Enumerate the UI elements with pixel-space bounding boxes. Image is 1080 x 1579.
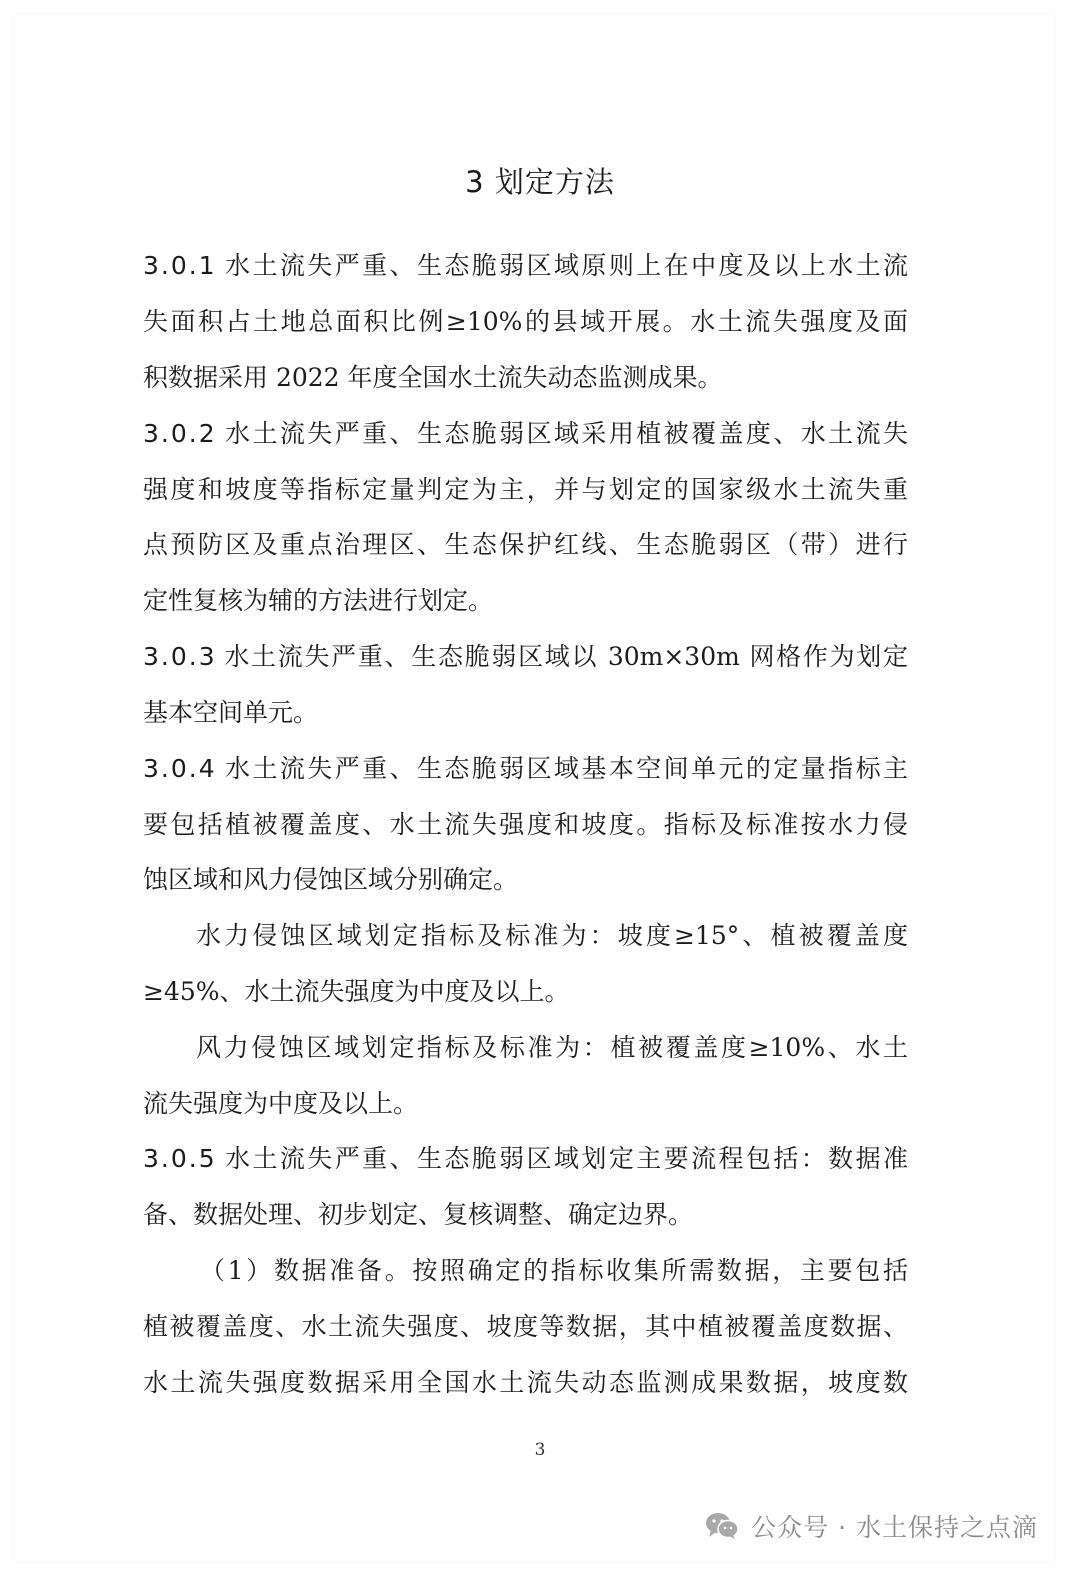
water-erosion-criteria-line-2: ≥45%、水土流失强度为中度及以上。 xyxy=(143,977,570,1006)
section-3-0-3-line-2: 基本空间单元。 xyxy=(143,698,319,727)
section-number: 3.0.5 xyxy=(143,1144,217,1173)
page-number: 3 xyxy=(534,1440,546,1460)
watermark xyxy=(705,1508,1038,1544)
section-number: 3.0.2 xyxy=(143,419,217,448)
page-title: 3 划定方法 xyxy=(465,165,615,199)
step-1-line-2: 植被覆盖度、水土流失强度、坡度等数据，其中植被覆盖度数据、 xyxy=(143,1312,908,1341)
section-3-0-2-line-4: 定性复核为辅的方法进行划定。 xyxy=(143,586,494,615)
section-3-0-4-line-1: 3.0.4 水土流失严重、生态脆弱区域基本空间单元的定量指标主 xyxy=(143,754,908,783)
section-3-0-2-line-3: 点预防区及重点治理区、生态保护红线、生态脆弱区（带）进行 xyxy=(143,530,908,559)
section-3-0-4-line-3: 蚀区域和风力侵蚀区域分别确定。 xyxy=(143,865,519,894)
section-3-0-1-line-3: 积数据采用 2022 年度全国水土流失动态监测成果。 xyxy=(143,363,723,392)
step-1-line-3: 水土流失强度数据采用全国水土流失动态监测成果数据，坡度数 xyxy=(143,1368,908,1397)
section-number: 3.0.3 xyxy=(143,642,217,671)
section-3-0-2-line-1: 3.0.2 水土流失严重、生态脆弱区域采用植被覆盖度、水土流失 xyxy=(143,419,908,448)
section-3-0-5-line-1: 3.0.5 水土流失严重、生态脆弱区域划定主要流程包括：数据准 xyxy=(143,1144,908,1173)
section-3-0-2-line-2: 强度和坡度等指标定量判定为主，并与划定的国家级水土流失重 xyxy=(143,475,908,504)
section-3-0-5-line-2: 备、数据处理、初步划定、复核调整、确定边界。 xyxy=(143,1200,694,1229)
wind-erosion-criteria-line-2: 流失强度为中度及以上。 xyxy=(143,1089,419,1118)
section-3-0-1-line-1: 3.0.1 水土流失严重、生态脆弱区域原则上在中度及以上水土流 xyxy=(143,251,908,280)
section-number: 3.0.1 xyxy=(143,251,217,280)
section-3-0-1-line-2: 失面积占土地总面积比例≥10%的县域开展。水土流失强度及面 xyxy=(143,307,908,336)
watermark-text: 公众号 · 水土保持之点滴 xyxy=(751,1513,1038,1542)
section-number: 3.0.4 xyxy=(143,754,217,783)
wind-erosion-criteria-line-1: 风力侵蚀区域划定指标及标准为：植被覆盖度≥10%、水土 xyxy=(196,1033,908,1062)
wechat-icon xyxy=(705,1512,739,1540)
water-erosion-criteria-line-1: 水力侵蚀区域划定指标及标准为：坡度≥15°、植被覆盖度 xyxy=(196,921,908,950)
section-3-0-4-line-2: 要包括植被覆盖度、水土流失强度和坡度。指标及标准按水力侵 xyxy=(143,810,908,839)
section-3-0-3-line-1: 3.0.3 水土流失严重、生态脆弱区域以 30m×30m 网格作为划定 xyxy=(143,642,908,671)
step-1-line-1: （1）数据准备。按照确定的指标收集所需数据，主要包括 xyxy=(200,1256,908,1285)
